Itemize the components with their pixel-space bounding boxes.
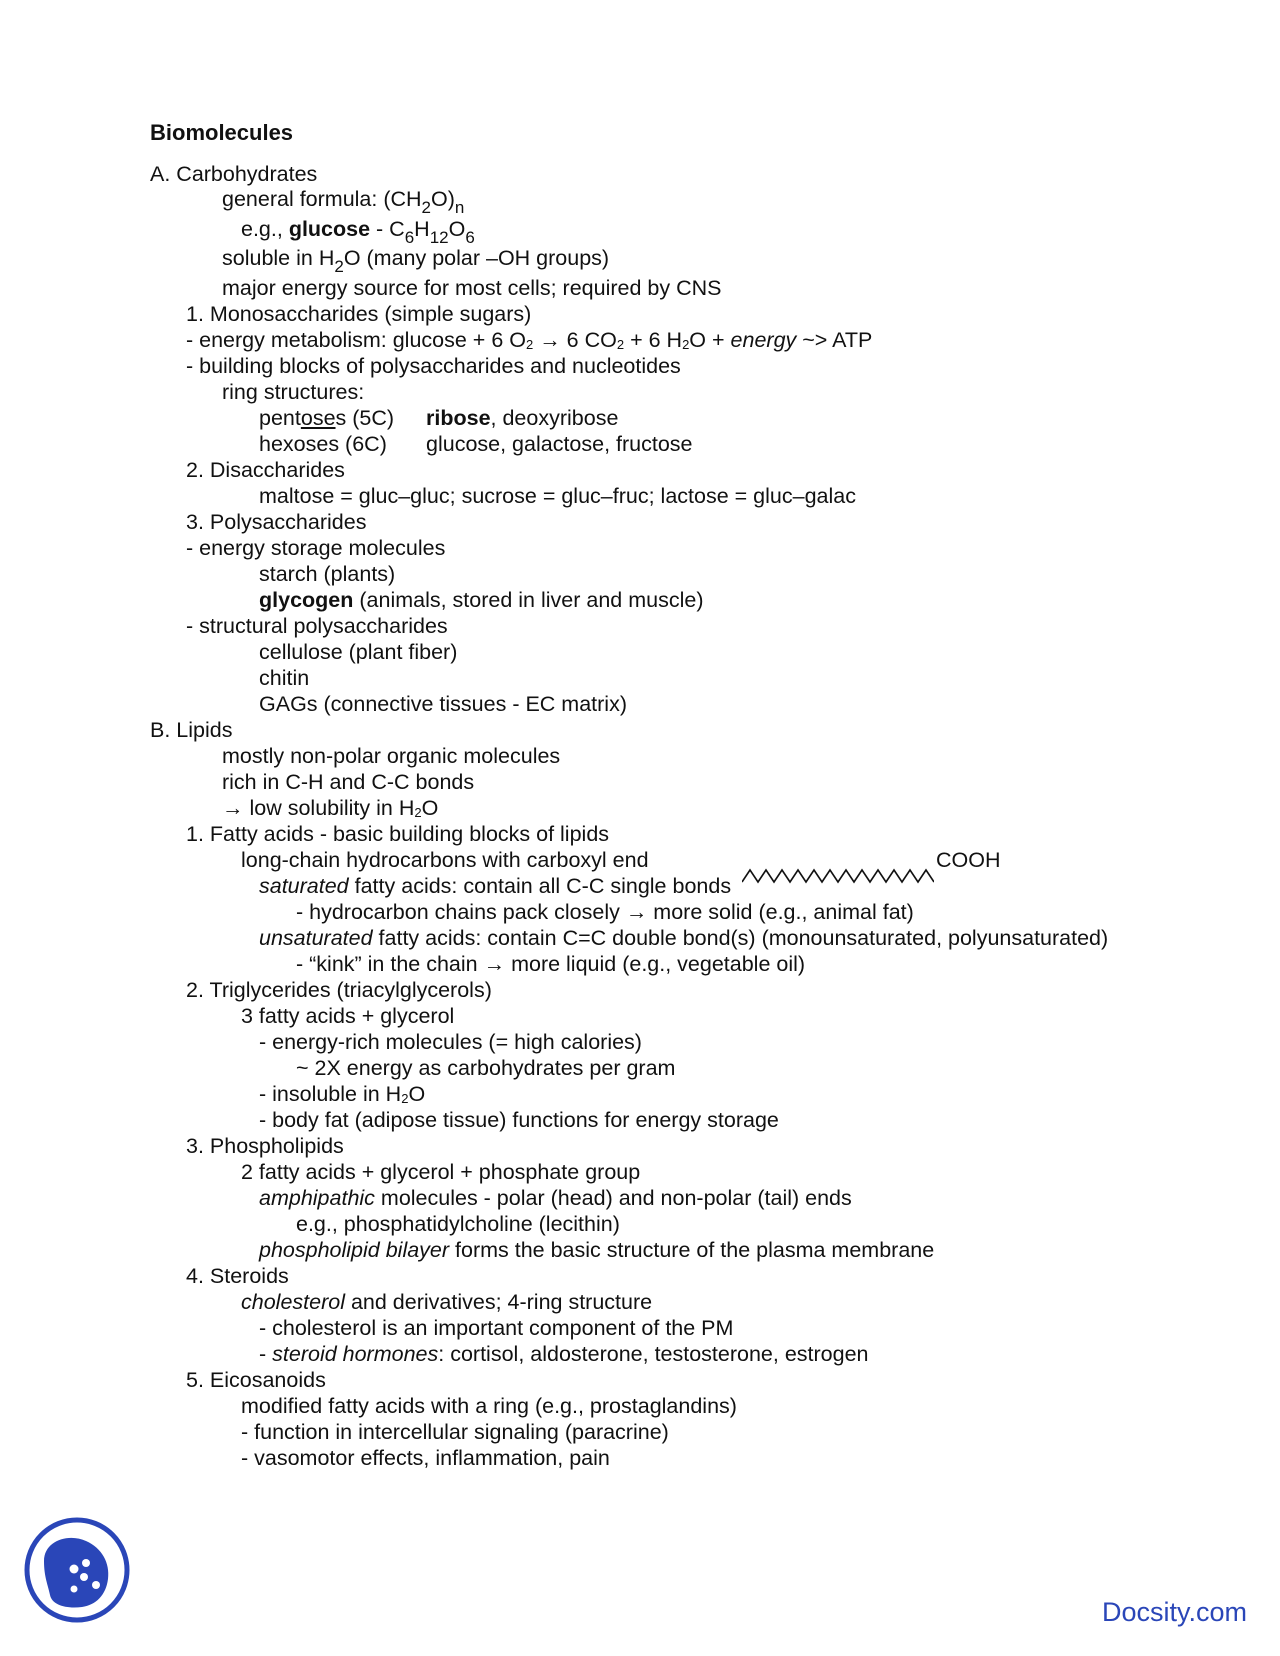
chitin-line: chitin (259, 666, 310, 690)
rich-bonds-line: rich in C-H and C-C bonds (222, 770, 475, 794)
energy-2x-line: ~ 2X energy as carbohydrates per gram (296, 1056, 676, 1080)
pentoses-line: pentoses (5C) (259, 406, 395, 430)
energy-rich-line: - energy-rich molecules (= high calories) (259, 1030, 642, 1054)
disaccharides-heading: 2. Disaccharides (186, 458, 345, 482)
kink-line: - “kink” in the chain → more liquid (e.g., vegetable oil) (296, 952, 806, 976)
section-a-heading: A. Carbohydrates (150, 162, 318, 186)
steroid-hormones-line: - steroid hormones: cortisol, aldosterone, testosterone, estrogen (259, 1342, 869, 1366)
disaccharides-line: maltose = gluc–gluc; sucrose = gluc–fruc; lactose = gluc–galac (259, 484, 856, 508)
eicosanoid-signaling: - function in intercellular signaling (paracrine) (241, 1420, 669, 1444)
structural-line: - structural polysaccharides (186, 614, 448, 638)
bilayer-line: phospholipid bilayer forms the basic structure of the plasma membrane (259, 1238, 935, 1262)
monosaccharides-heading: 1. Monosaccharides (simple sugars) (186, 302, 532, 326)
eicosanoid-definition: modified fatty acids with a ring (e.g., prostaglandins) (241, 1394, 737, 1418)
general-formula-line: general formula: $(CH_2O)_n$ (222, 187, 465, 217)
steroids-heading: 4. Steroids (186, 1264, 289, 1288)
long-chain-line: long-chain hydrocarbons with carboxyl end (241, 848, 649, 872)
amphipathic-line: amphipathic molecules - polar (head) and non-polar (tail) ends (259, 1186, 852, 1210)
page-title: Biomolecules (150, 120, 294, 145)
energy-storage-line: - energy storage molecules (186, 536, 446, 560)
cholesterol-line: cholesterol and derivatives; 4-ring structure (241, 1290, 653, 1314)
polysaccharides-heading: 3. Polysaccharides (186, 510, 367, 534)
eicosanoids-heading: 5. Eicosanoids (186, 1368, 326, 1392)
cholesterol-pm-line: - cholesterol is an important component of the PM (259, 1316, 734, 1340)
section-b-heading: B. Lipids (150, 718, 233, 742)
energy-metabolism-line: - energy metabolism: glucose + 6 O2 → 6 CO2 + 6 H2O + energy ~> ATP (186, 328, 873, 352)
phospholipid-composition: 2 fatty acids + glycerol + phosphate group (241, 1160, 641, 1184)
soluble-line: soluble in $H_2O$ (many polar –OH groups) (222, 246, 610, 276)
cellulose-line: cellulose (plant fiber) (259, 640, 458, 664)
eicosanoid-effects: - vasomotor effects, inflammation, pain (241, 1446, 610, 1470)
hexose-examples: glucose, galactose, fructose (426, 432, 693, 456)
saturated-line: saturated fatty acids: contain all C-C single bonds (259, 874, 732, 898)
fatty-acids-heading: 1. Fatty acids - basic building blocks of lipids (186, 822, 610, 846)
phospholipids-heading: 3. Phospholipids (186, 1134, 344, 1158)
lecithin-line: e.g., phosphatidylcholine (lecithin) (296, 1212, 620, 1236)
unsaturated-line: unsaturated fatty acids: contain C=C double bond(s) (monounsaturated, polyunsaturated) (259, 926, 1109, 950)
gags-line: GAGs (connective tissues - EC matrix) (259, 692, 627, 716)
docsity-watermark[interactable]: Docsity.com (1102, 1597, 1248, 1627)
cooh-label: COOH (936, 848, 1001, 872)
glycogen-line: glycogen (animals, stored in liver and muscle) (259, 588, 704, 612)
triglycerides-heading: 2. Triglycerides (triacylglycerols) (186, 978, 492, 1002)
pentose-examples: ribose, deoxyribose (426, 406, 619, 430)
building-blocks-line: - building blocks of polysaccharides and nucleotides (186, 354, 681, 378)
nonpolar-line: mostly non-polar organic molecules (222, 744, 561, 768)
low-solubility-line: → low solubility in H2O (222, 796, 439, 820)
glucose-example-line: e.g., glucose - $C_6H_{12}O_6$ (241, 217, 475, 247)
major-energy-line: major energy source for most cells; required by CNS (222, 276, 722, 300)
starch-line: starch (plants) (259, 562, 396, 586)
body-fat-line: - body fat (adipose tissue) functions for energy storage (259, 1108, 779, 1132)
pack-closely-line: - hydrocarbon chains pack closely → more solid (e.g., animal fat) (296, 900, 914, 924)
ring-structures-line: ring structures: (222, 380, 365, 404)
insoluble-line: - insoluble in H2O (259, 1082, 426, 1106)
hexoses-line: hexoses (6C) (259, 432, 387, 456)
docsity-logo-icon (22, 1515, 132, 1625)
triglyceride-composition: 3 fatty acids + glycerol (241, 1004, 455, 1028)
fatty-acid-chain-icon (742, 866, 934, 884)
